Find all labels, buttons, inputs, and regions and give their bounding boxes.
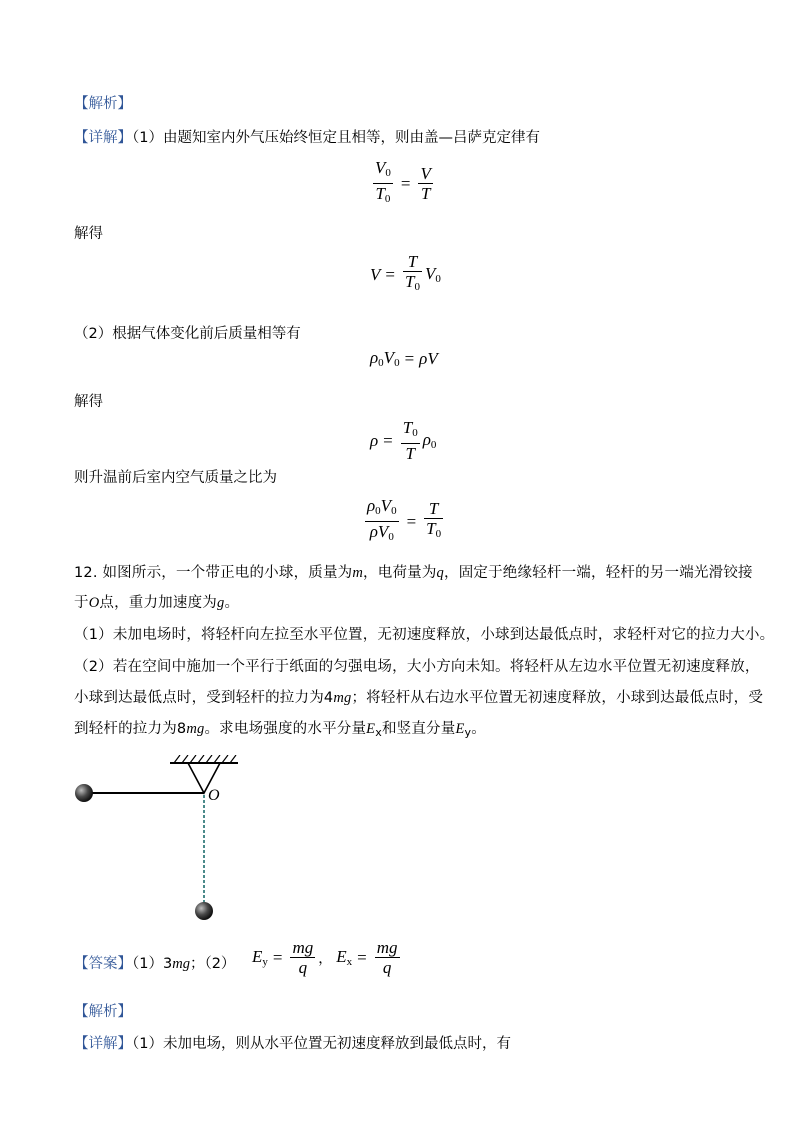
equation-mass-conservation: $\rho_0V_0$ = ρV <box>370 348 438 369</box>
answer-ey: $E_y$ = $\frac{mg}{q}$ ， $E_x$ = $\frac{mg}{q}$ <box>252 938 398 977</box>
ceiling-hatch <box>174 755 236 763</box>
ball-left <box>75 784 93 802</box>
equation-volume-result: V = $\frac{T}{T_0}$ $V_0$ <box>370 252 441 293</box>
solve-label-1: 解得 <box>74 226 103 242</box>
q12-stem-line1: 12. 如图所示，一个带正电的小球，质量为m，电荷量为q，固定于绝缘轻杆一端，轻杆的另一端光滑铰接 <box>74 565 753 581</box>
answer-tag: 【答案】 <box>74 956 132 972</box>
ball-bottom <box>195 902 213 920</box>
part2-line: （2）根据气体变化前后质量相等有 <box>74 326 301 342</box>
q12-part2-line2: 小球到达最低点时，受到轻杆的拉力为4mg；将轻杆从右边水平位置无初速度释放，小球到达最低点时，受 <box>74 690 764 706</box>
detail-line-2 <box>74 1032 511 1053</box>
equation-charles-law: $\frac{V_0}{T_0}$ = $\frac{V}{T}$ <box>375 158 431 205</box>
detail-text-2: （1）未加电场，则从水平位置无初速度释放到最低点时，有 <box>132 1036 511 1052</box>
q12-stem-line2: 于O点，重力加速度为g。 <box>74 595 240 611</box>
answer-line: 【答案】（1）3mg；（2） <box>74 956 236 972</box>
analysis-tag-2: 【解析】 <box>74 1004 132 1020</box>
detail-text: （1）由题知室内外气压始终恒定且相等，则由盖—吕萨克定律有 <box>132 130 540 146</box>
detail-tag: 【详解】 <box>74 130 132 146</box>
pivot-label: O <box>208 787 220 804</box>
detail-line <box>74 126 540 147</box>
q12-part2-line3: 到轻杆的拉力为8mg。求电场强度的水平分量$E_x$和竖直分量$E_y$。 <box>74 721 486 739</box>
analysis-tag: 【解析】 <box>74 96 132 112</box>
q12-part2-line1: （2）若在空间中施加一个平行于纸面的匀强电场，大小方向未知。将轻杆从左边水平位置无初速度释放， <box>74 659 760 675</box>
solve-label-2: 解得 <box>74 394 103 410</box>
equation-density-result: ρ = $\frac{T_0}{T}$ $\rho_0$ <box>370 418 437 463</box>
q12-part1: （1）未加电场时，将轻杆向左拉至水平位置，无初速度释放，小球到达最低点时，求轻杆对它的拉力大小。 <box>74 627 775 643</box>
ratio-line: 则升温前后室内空气质量之比为 <box>74 470 277 486</box>
detail-tag-2: 【详解】 <box>74 1036 132 1052</box>
equation-mass-ratio: $\frac{\rho_0V_0}{\rho V_0}$ = $\frac{T}{T_0}$ <box>367 496 442 543</box>
pendulum-figure <box>70 755 250 925</box>
